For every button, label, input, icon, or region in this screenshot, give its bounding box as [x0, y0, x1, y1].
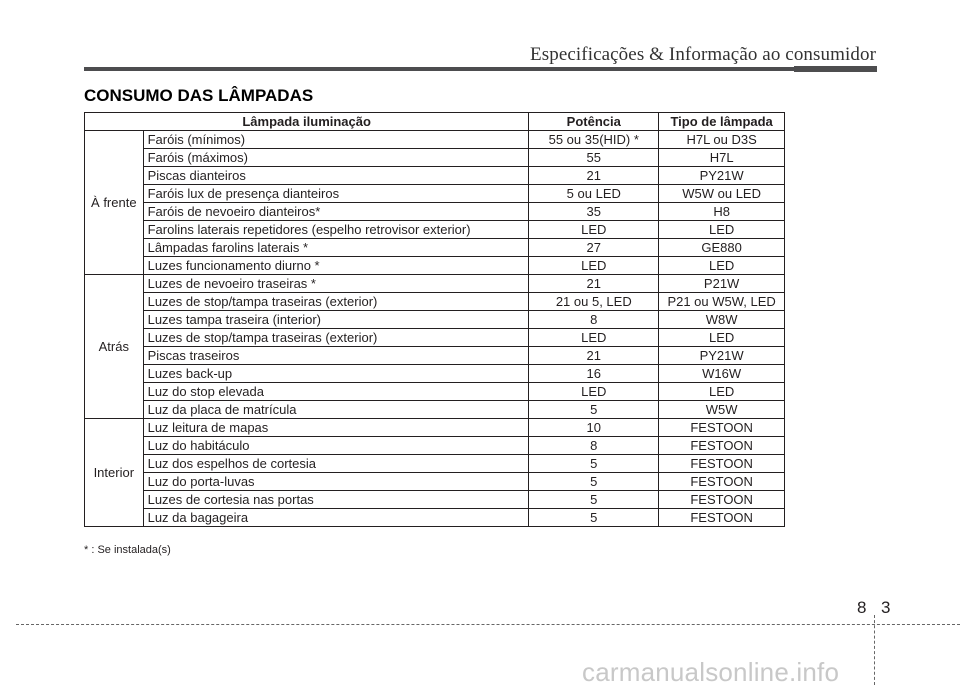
page-number: 3	[881, 598, 891, 617]
table-row	[85, 185, 785, 203]
power-cell: 27	[529, 239, 659, 257]
table-row	[85, 365, 785, 383]
bulb-type-cell: H8	[659, 203, 785, 221]
bulb-type-cell: LED	[659, 383, 785, 401]
power-cell: 5	[529, 473, 659, 491]
table-row	[85, 311, 785, 329]
lamp-name-cell: Farolins laterais repetidores (espelho retrovisor exterior)	[143, 221, 529, 239]
footer-rule	[16, 624, 960, 625]
bulb-type-cell: W8W	[659, 311, 785, 329]
bulb-type-cell: P21 ou W5W, LED	[659, 293, 785, 311]
lamp-name-cell: Luz leitura de mapas	[143, 419, 529, 437]
table-row	[85, 419, 785, 437]
section-title: CONSUMO DAS LÂMPADAS	[84, 86, 314, 105]
lamp-name-cell: Luzes de nevoeiro traseiras *	[143, 275, 529, 293]
table-row	[85, 383, 785, 401]
table-row	[85, 257, 785, 275]
table-row	[85, 491, 785, 509]
chapter-header-title: Especificações & Informação ao consumidor	[530, 44, 876, 65]
bulb-type-cell: W16W	[659, 365, 785, 383]
lamp-name-cell: Luzes de stop/tampa traseiras (exterior)	[143, 293, 529, 311]
bulb-type-cell: FESTOON	[659, 491, 785, 509]
table-row	[85, 167, 785, 185]
lamp-name-cell: Lâmpadas farolins laterais *	[143, 239, 529, 257]
lamp-name-cell: Luz do stop elevada	[143, 383, 529, 401]
lamp-name-cell: Luzes back-up	[143, 365, 529, 383]
table-row	[85, 401, 785, 419]
power-cell: 10	[529, 419, 659, 437]
power-cell: 5	[529, 401, 659, 419]
power-cell: 55	[529, 149, 659, 167]
bulb-type-cell: LED	[659, 257, 785, 275]
lamp-name-cell: Piscas traseiros	[143, 347, 529, 365]
power-cell: 8	[529, 437, 659, 455]
power-cell: 21 ou 5, LED	[529, 293, 659, 311]
header-rule	[84, 67, 877, 71]
power-cell: 21	[529, 347, 659, 365]
watermark: carmanualsonline.info	[582, 657, 840, 687]
power-cell: 8	[529, 311, 659, 329]
lamp-name-cell: Faróis (mínimos)	[143, 131, 529, 149]
power-cell: 21	[529, 275, 659, 293]
power-cell: 5	[529, 491, 659, 509]
table-row	[85, 455, 785, 473]
column-header-type: Tipo de lâmpada	[659, 113, 785, 131]
power-cell: LED	[529, 383, 659, 401]
lamp-name-cell: Luzes de cortesia nas portas	[143, 491, 529, 509]
bulb-specification-table	[84, 112, 785, 527]
lamp-name-cell: Faróis (máximos)	[143, 149, 529, 167]
header-rule-accent	[794, 66, 877, 72]
table-body	[85, 131, 785, 527]
lamp-name-cell: Faróis lux de presença dianteiros	[143, 185, 529, 203]
lamp-name-cell: Luzes funcionamento diurno *	[143, 257, 529, 275]
table-row	[85, 203, 785, 221]
power-cell: 55 ou 35(HID) *	[529, 131, 659, 149]
table-row	[85, 293, 785, 311]
power-cell: 5	[529, 455, 659, 473]
bulb-type-cell: FESTOON	[659, 437, 785, 455]
table-header-row	[85, 113, 785, 131]
footnote: * : Se instalada(s)	[84, 544, 171, 556]
bulb-type-cell: PY21W	[659, 167, 785, 185]
lamp-name-cell: Piscas dianteiros	[143, 167, 529, 185]
lamp-name-cell: Luz do porta-luvas	[143, 473, 529, 491]
power-cell: 5 ou LED	[529, 185, 659, 203]
lamp-name-cell: Luz da placa de matrícula	[143, 401, 529, 419]
bulb-type-cell: H7L	[659, 149, 785, 167]
lamp-name-cell: Faróis de nevoeiro dianteiros*	[143, 203, 529, 221]
lamp-name-cell: Luz da bagageira	[143, 509, 529, 527]
bulb-type-cell: W5W	[659, 401, 785, 419]
group-label: Atrás	[85, 275, 144, 419]
table-row	[85, 131, 785, 149]
table-row	[85, 347, 785, 365]
power-cell: 5	[529, 509, 659, 527]
lamp-name-cell: Luzes de stop/tampa traseiras (exterior)	[143, 329, 529, 347]
table-row	[85, 221, 785, 239]
bulb-type-cell: LED	[659, 329, 785, 347]
lamp-name-cell: Luzes tampa traseira (interior)	[143, 311, 529, 329]
lamp-name-cell: Luz dos espelhos de cortesia	[143, 455, 529, 473]
table-row	[85, 275, 785, 293]
lamp-name-cell: Luz do habitáculo	[143, 437, 529, 455]
bulb-type-cell: P21W	[659, 275, 785, 293]
bulb-type-cell: FESTOON	[659, 455, 785, 473]
power-cell: 35	[529, 203, 659, 221]
group-label: À frente	[85, 131, 144, 275]
power-cell: 21	[529, 167, 659, 185]
bulb-type-cell: GE880	[659, 239, 785, 257]
bulb-type-cell: PY21W	[659, 347, 785, 365]
group-label: Interior	[85, 419, 144, 527]
table-row	[85, 329, 785, 347]
footer-divider	[874, 615, 875, 685]
bulb-type-cell: FESTOON	[659, 509, 785, 527]
table-row	[85, 473, 785, 491]
table-row	[85, 509, 785, 527]
table-row	[85, 239, 785, 257]
bulb-type-cell: H7L ou D3S	[659, 131, 785, 149]
table-row	[85, 149, 785, 167]
bulb-type-cell: LED	[659, 221, 785, 239]
column-header-lamp: Lâmpada iluminação	[85, 113, 529, 131]
power-cell: LED	[529, 257, 659, 275]
page-chapter-number: 8	[857, 598, 867, 617]
power-cell: LED	[529, 329, 659, 347]
bulb-type-cell: W5W ou LED	[659, 185, 785, 203]
column-header-power: Potência	[529, 113, 659, 131]
power-cell: 16	[529, 365, 659, 383]
bulb-type-cell: FESTOON	[659, 419, 785, 437]
table-row	[85, 437, 785, 455]
bulb-type-cell: FESTOON	[659, 473, 785, 491]
power-cell: LED	[529, 221, 659, 239]
